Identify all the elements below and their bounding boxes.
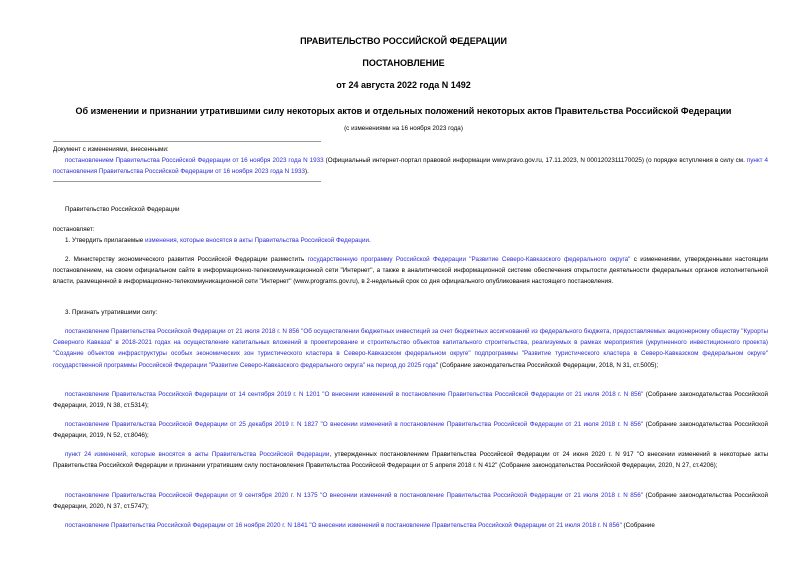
divider-top [53, 141, 321, 142]
changes-link-2[interactable]: пункт 4 постановления Правительства Российской Федерации от 16 ноября 2023 года N 1933 [53, 157, 769, 176]
changes-intro: Документ с изменениями, внесенными: [53, 146, 169, 153]
item-1-link[interactable]: изменения, которые вносятся в акты Правительства Российской Федерации [145, 237, 369, 244]
doc-type-heading: ПОСТАНОВЛЕНИЕ [362, 58, 445, 68]
changes-text [53, 155, 768, 177]
item-2-b: с изменениями, утвержденными настоящим постановлением, на своем официальном сайте в информационно-телекоммуникационной сети "Интернет", а также в аналитической информационной системе обеспечения открытости деятельности федеральных органов исполнительной власти, размещенной в информационно-телекоммуникационной сети "Интернет" (www.programs.gov.ru), в 2-недельный срок со дня официального опубликования настоящего постановления. [53, 256, 768, 286]
repealed-item-3-text: (Собрание законодательства Российской Федерации, 2019, N 52, ст.8046); [53, 421, 769, 440]
item-3: 3. Признать утратившими силу: [65, 309, 158, 316]
repealed-item-4 [53, 449, 768, 471]
government-label: Правительство Российской Федерации [65, 206, 180, 213]
repealed-item-6-link[interactable]: постановление Правительства Российской Федерации от 16 ноября 2020 г. N 1841 "О внесении изменений в постановление Правительства Российской Федерации от 21 июля 2018 г. N 856" [65, 522, 622, 529]
document-title: Об изменении и признании утратившими силу некоторых актов и отдельных положений некоторых актов Правительства Российской Федерации [75, 106, 732, 116]
item-2-link[interactable]: государственную программу Российской Федерации "Развитие Северо-Кавказского федерального округа" [307, 256, 631, 263]
repealed-item-4-link[interactable]: пункт 24 изменений, которые вносятся в акты Правительства Российской Федерации [65, 451, 330, 458]
repealed-item-6-text: (Собрание [621, 522, 655, 529]
date-number-heading: от 24 августа 2022 года N 1492 [336, 80, 471, 90]
divider-bottom [53, 181, 321, 182]
decides-label: постановляет: [53, 226, 95, 233]
item-1 [65, 235, 371, 246]
org-heading: ПРАВИТЕЛЬСТВО РОССИЙСКОЙ ФЕДЕРАЦИИ [300, 36, 507, 46]
repealed-item-3-link[interactable]: постановление Правительства Российской Федерации от 25 декабря 2019 г. N 1827 "О внесении изменений в постановление Правительства Российской Федерации от 21 июля 2018 г. N 856" [65, 421, 644, 428]
repealed-item-2-text: (Собрание законодательства Российской Федерации, 2019, N 38, ст.5314); [53, 391, 768, 410]
repealed-item-1 [53, 326, 768, 371]
changes-text-2: вступления в силу см. [679, 157, 747, 164]
repealed-item-1-text: " (Собрание законодательства Российской Федерации, 2018, N 31, ст.5005); [435, 361, 659, 369]
repealed-item-3 [53, 419, 768, 441]
changes-link-1[interactable]: постановлением Правительства Российской Федерации от 16 ноября 2023 года N 1933 [65, 157, 324, 164]
changes-text-3: ). [304, 168, 309, 176]
repealed-item-1-link[interactable]: постановление Правительства Российской Федерации от 21 июля 2018 г. N 856 "Об осуществлении бюджетных инвестиций за счет бюджетных ассигнований из федерального бюджета, предоставляемых акционерному обществу "Курорты Северного Кавказа" в 2018-2021 годах на осуществление капитальных вложений в проектирование и строительство объектов капитального строительства, реализуемых в рамках мероприятия (укрупненного инвестиционного проекта) "Создание объектов инфраструктуры особых экономических зон туристического кластера в Северо-Кавказском федеральном округе" подпрограммы "Развитие туристического кластера в Северо-Кавказском федеральном округе" государственной программы Российской Федерации "Развитие Северо-Кавказского федерального округа" на период до 2025 года [53, 328, 768, 369]
repealed-item-2-link[interactable]: постановление Правительства Российской Федерации от 14 сентября 2019 г. N 1201 "О внесении изменений в постановление Правительства Российской Федерации от 21 июля 2018 г. N 856" [65, 391, 644, 398]
item-1-prefix: 1. Утвердить прилагаемые [65, 237, 145, 244]
repealed-item-2 [53, 389, 768, 411]
repealed-item-5 [53, 490, 768, 512]
repealed-item-6 [53, 520, 768, 531]
item-2-a: 2. Министерству экономического развития Российской Федерации разместить [65, 256, 308, 263]
item-2 [53, 254, 768, 288]
repealed-item-5-text: (Собрание законодательства Российской Федерации, 2020, N 37, ст.5747); [53, 492, 768, 511]
repealed-item-4-text: , утвержденных постановлением Правительства Российской Федерации от 24 июня 2020 г. N 917 "О внесении изменений в некоторые акты Правительства Российской Федерации и признании утратившим силу постановления Правительства Российской Федерации от 5 апреля 2018 г. N 412" (Собрание законодательства Российской Федерации, 2020, N 27, ст.4206); [53, 451, 768, 470]
revision-note: (с изменениями на 16 ноября 2023 года) [344, 125, 463, 132]
item-1-suffix: . [368, 237, 371, 244]
changes-text-1: (Официальный интернет-портал правовой информации www.pravo.gov.ru, 17.11.2023, N 0001202311170025) (о порядке [323, 157, 678, 164]
repealed-item-5-link[interactable]: постановление Правительства Российской Федерации от 9 сентября 2020 г. N 1375 "О внесении изменений в постановление Правительства Российской Федерации от 21 июля 2018 г. N 856" [65, 492, 644, 499]
